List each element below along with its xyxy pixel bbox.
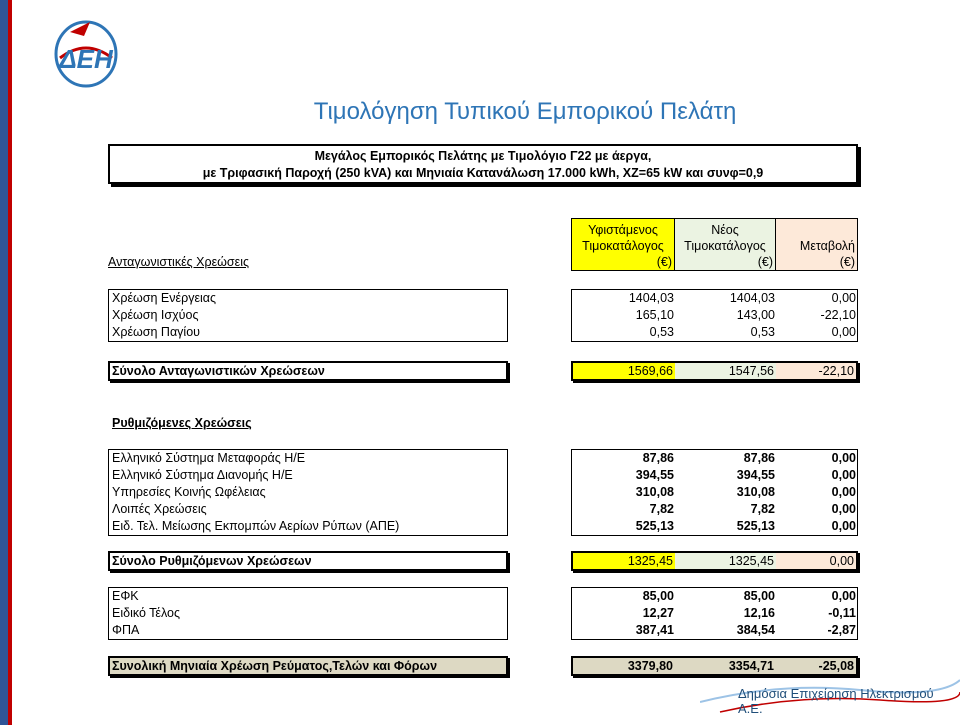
column-header-current: [571, 218, 675, 271]
value-change: 0,00: [831, 485, 856, 499]
value-change: -22,10: [820, 308, 856, 322]
value-current: 12,27: [642, 606, 674, 620]
row-label: Ελληνικό Σύστημα Διανομής Η/Ε: [112, 468, 293, 482]
value-change: 0,00: [831, 468, 856, 482]
grand-total-new: 3354,71: [728, 659, 774, 673]
value-new: 143,00: [736, 308, 775, 322]
competitive-total-label: Σύνολο Ανταγωνιστικών Χρεώσεων: [112, 364, 325, 378]
value-new: 1404,03: [729, 291, 775, 305]
row-label: Ειδικό Τέλος: [112, 606, 181, 620]
column-header-change-unit: (€): [839, 255, 855, 269]
column-header-new-line1: Νέος: [711, 223, 739, 237]
value-current: 0,53: [649, 325, 674, 339]
value-current: 85,00: [642, 589, 674, 603]
row-label: Ελληνικό Σύστημα Μεταφοράς Η/Ε: [112, 451, 306, 465]
value-change: -0,11: [828, 606, 856, 620]
value-new: 394,55: [736, 468, 775, 482]
value-new: 7,82: [750, 502, 775, 516]
column-header-current-line2: Τιμοκατάλογος: [582, 239, 664, 253]
footer-company-name: Δημόσια Επιχείρηση Ηλεκτρισμού Α.Ε.: [738, 686, 934, 716]
column-header-current-unit: (€): [656, 255, 672, 269]
regulated-total-row: [0, 551, 960, 571]
value-new: 85,00: [743, 589, 775, 603]
regulated-total-label: Σύνολο Ρυθμιζόμενων Χρεώσεων: [112, 554, 312, 568]
value-new: 525,13: [736, 519, 775, 533]
page-title: Τιμολόγηση Τυπικού Εμπορικού Πελάτη: [313, 98, 737, 125]
value-change: 0,00: [831, 291, 856, 305]
column-header-current-line1: Υφιστάμενος: [588, 223, 658, 237]
regulated-section-label: Ρυθμιζόμενες Χρεώσεις: [112, 416, 252, 430]
value-current: 525,13: [635, 519, 674, 533]
row-label: ΕΦΚ: [112, 589, 139, 603]
subtitle-line-1: Μεγάλος Εμπορικός Πελάτης με Τιμολόγιο Γ22 με άεργα,: [314, 149, 652, 163]
competitive-total-current: 1569,66: [573, 363, 675, 379]
grand-total-current: 3379,80: [627, 659, 673, 673]
value-current: 1404,03: [628, 291, 674, 305]
value-change: 0,00: [831, 589, 856, 603]
row-label: Χρέωση Ισχύος: [112, 308, 199, 322]
grand-total-change: -25,08: [818, 659, 854, 673]
column-header-change: [776, 218, 858, 271]
dei-logo-icon: [50, 18, 122, 90]
regulated-total-current: 1325,45: [573, 553, 675, 569]
value-current: 387,41: [635, 623, 674, 637]
value-change: -2,87: [827, 623, 856, 637]
grand-total-label: Συνολική Μηνιαία Χρέωση Ρεύματος,Τελών και Φόρων: [112, 659, 438, 673]
value-new: 87,86: [743, 451, 775, 465]
value-current: 310,08: [635, 485, 674, 499]
row-label: Χρέωση Ενέργειας: [112, 291, 217, 305]
value-current: 165,10: [635, 308, 674, 322]
subtitle-line-2: με Τριφασική Παροχή (250 kVA) και Μηνιαία Κατανάλωση 17.000 kWh, ΧΖ=65 kW και συνφ=0,9: [202, 166, 764, 180]
row-label: Ειδ. Τελ. Μείωσης Εκπομπών Αερίων Ρύπων (ΑΠΕ): [112, 519, 400, 533]
competitive-section-label: Ανταγωνιστικές Χρεώσεις: [108, 255, 250, 269]
value-new: 12,16: [743, 606, 775, 620]
column-header-new-line2: Τιμοκατάλογος: [684, 239, 766, 253]
competitive-total-new: 1547,56: [675, 363, 776, 379]
competitive-total-row: [0, 361, 960, 381]
value-current: 394,55: [635, 468, 674, 482]
logo-text: ΔΕΗ: [59, 44, 113, 74]
column-header-new: [675, 218, 776, 271]
value-change: 0,00: [831, 451, 856, 465]
value-change: 0,00: [831, 502, 856, 516]
row-label: ΦΠΑ: [112, 623, 140, 637]
regulated-total-new: 1325,45: [675, 553, 776, 569]
competitive-total-change: -22,10: [776, 363, 856, 379]
value-change: 0,00: [831, 519, 856, 533]
value-current: 87,86: [642, 451, 674, 465]
value-new: 310,08: [736, 485, 775, 499]
row-label: Υπηρεσίες Κοινής Ωφέλειας: [112, 485, 266, 499]
regulated-total-change: 0,00: [776, 553, 856, 569]
column-header-new-unit: (€): [757, 255, 773, 269]
row-label: Λοιπές Χρεώσεις: [112, 502, 207, 516]
column-header-change-line1: Μεταβολή: [799, 239, 855, 253]
value-new: 0,53: [750, 325, 775, 339]
subtitle-box: [108, 144, 858, 184]
value-change: 0,00: [831, 325, 856, 339]
row-label: Χρέωση Παγίου: [112, 325, 200, 339]
value-new: 384,54: [736, 623, 775, 637]
value-current: 7,82: [649, 502, 674, 516]
